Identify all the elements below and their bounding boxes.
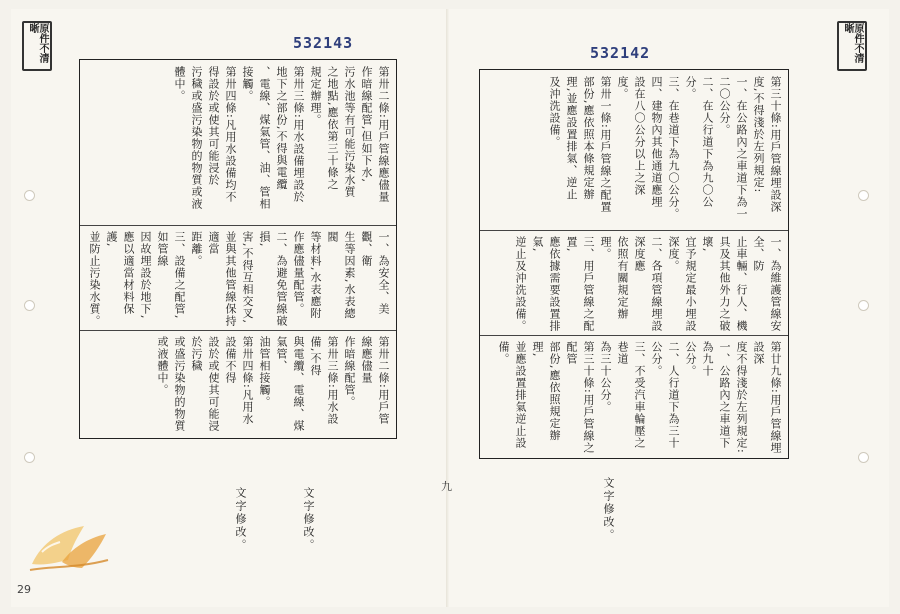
text-line: 三、用戶管線之配置,: [565, 236, 595, 332]
text-line: 污水池等有可能污染水質: [343, 66, 356, 198]
text-line: 應依據需要設置排氣,: [531, 236, 561, 332]
text-line: 理,並應設置排氣、逆止: [565, 76, 578, 201]
left-note-revision: 文字修改。: [234, 487, 247, 552]
text-line: 生等因素,水表總閥: [326, 231, 356, 320]
handwritten-page-number: 29: [17, 583, 31, 596]
text-line: 設在八〇公分以上之深: [633, 76, 646, 196]
text-line: 具及其他外力之破壞,: [701, 236, 731, 332]
text-line: 、電線、煤氣管、油、管相: [258, 66, 271, 210]
text-line: 污穢或盛污染物的物質或液: [190, 66, 203, 210]
text-line: 之地點,應依第三十條之: [326, 66, 339, 191]
text-line: 第廿九條:用戶管線埋設深: [752, 341, 782, 454]
text-line: 並防止污染水質。: [88, 231, 101, 327]
text-line: 一、為安全、美觀、衛: [360, 231, 390, 315]
unclear-original-stamp: 原件不清晰: [837, 21, 867, 71]
text-line: 與電纜、電線、煤氣管、: [275, 336, 305, 432]
text-line: 三、在巷道下為九〇公分。: [667, 76, 680, 220]
text-line: 止車輛、行人、機: [735, 236, 748, 332]
text-line: 為三十公分。: [599, 341, 612, 413]
binding-hole: [24, 190, 35, 201]
text-line: 第卅二條:用戶管線應儘量: [360, 336, 390, 425]
text-line: 一、公路內之車道下為九十: [701, 341, 731, 449]
text-line: 地下之部份,不得與電纜: [275, 66, 288, 191]
archive-logo-icon: [22, 512, 114, 582]
right-doc-number: 532142: [590, 44, 651, 62]
right-row-explanation: [484, 236, 784, 332]
text-line: 第卅二條:用戶管線應儘量: [377, 66, 390, 203]
text-line: 二、在人行道下為九〇公分。: [684, 76, 714, 208]
text-line: 部份,應依照規定辦理,: [531, 341, 561, 442]
text-line: 及沖洗設備。: [548, 76, 561, 148]
left-doc-number: 532143: [293, 34, 354, 52]
binding-hole: [24, 300, 35, 311]
text-line: 二、人行道下為三十公分。: [650, 341, 680, 449]
row-divider: [80, 330, 396, 331]
row-divider: [480, 230, 788, 231]
text-line: 二〇公分。: [718, 76, 731, 136]
text-line: 第三十條:用戶管線之配管: [565, 341, 595, 454]
text-line: 並與其他管線保持適當: [207, 231, 237, 327]
right-row-original-text: [484, 76, 784, 226]
text-line: 設於或使其可能浸於污穢: [190, 336, 220, 432]
text-line: 規定辦理。: [309, 66, 322, 126]
binding-hole: [858, 300, 869, 311]
text-line: 逆止及沖洗設備。: [514, 236, 527, 332]
text-line: 二、為避免管線破損,: [258, 231, 288, 327]
text-line: 得設於或使其可能浸於: [207, 66, 220, 186]
left-note-revision: 文字修改。: [302, 487, 315, 552]
text-line: 第卅四條:凡用水設備不得: [224, 336, 254, 425]
text-line: 等材料,水表應附: [309, 231, 322, 320]
text-line: 度。: [616, 76, 629, 100]
text-line: 第卅一條:用戶管線之配置: [599, 76, 612, 213]
text-line: 作暗線配管,但如下水,: [360, 66, 373, 183]
text-line: 一、為維護管線安全、防: [752, 236, 782, 332]
text-line: 作應儘量配管。: [292, 231, 305, 315]
text-line: 油管相接觸。: [258, 336, 271, 408]
text-line: 並應設置排氣逆止設備。: [497, 341, 527, 449]
text-line: 三、設備之配管,如管線: [156, 231, 186, 320]
binding-hole: [858, 452, 869, 463]
left-revision-table: [79, 59, 397, 439]
text-line: 部份,應依照本條規定辦: [582, 76, 595, 201]
right-revision-table: [479, 69, 789, 459]
text-line: 或盛污染物的物質或液體中。: [156, 336, 186, 432]
text-line: 度不得淺於左列規定:: [735, 341, 748, 454]
text-line: 接觸。: [241, 66, 254, 102]
text-line: 一、在公路內之車道下為一: [735, 76, 748, 220]
text-line: 距離。: [190, 231, 203, 267]
text-line: 作暗線配管。: [343, 336, 356, 408]
text-line: 四、建物內其他通道應埋: [650, 76, 663, 208]
text-line: 因故埋設於地下,: [139, 231, 152, 320]
right-note-revision: 文字修改。: [602, 477, 615, 542]
left-row-explanation: [84, 231, 392, 327]
text-line: 宜予規定最小埋設深度。: [667, 236, 697, 332]
text-line: 害,不得互相交叉,: [241, 231, 254, 324]
row-divider: [80, 225, 396, 226]
page-number: 九: [441, 480, 452, 493]
text-line: 二、各項管線埋設深度應: [633, 236, 663, 332]
row-divider: [480, 335, 788, 336]
text-line: 三、不受汽車輪壓之巷道: [616, 341, 646, 449]
text-line: 度,不得淺於左列規定:: [752, 76, 765, 194]
left-row-current-text: [84, 336, 392, 436]
binding-hole: [858, 190, 869, 201]
text-line: 第卅三條:用水設備埋設於: [292, 66, 305, 203]
right-page: [449, 9, 889, 607]
text-line: 應以適當材料保護,: [105, 231, 135, 315]
binding-hole: [24, 452, 35, 463]
text-line: 第三十條:用戶管線埋設深: [769, 76, 782, 213]
right-row-current-text: [484, 341, 784, 456]
unclear-original-stamp-left: 原件不清晰: [22, 21, 52, 71]
text-line: 依照有關規定辦理。: [599, 236, 629, 320]
text-line: 第卅三條:用水設備,不得: [309, 336, 339, 425]
text-line: 體中。: [173, 66, 186, 102]
text-line: 公分。: [684, 341, 697, 377]
text-line: 第卅四條:凡用水設備均不: [224, 66, 237, 203]
left-row-original-text: [84, 66, 392, 222]
